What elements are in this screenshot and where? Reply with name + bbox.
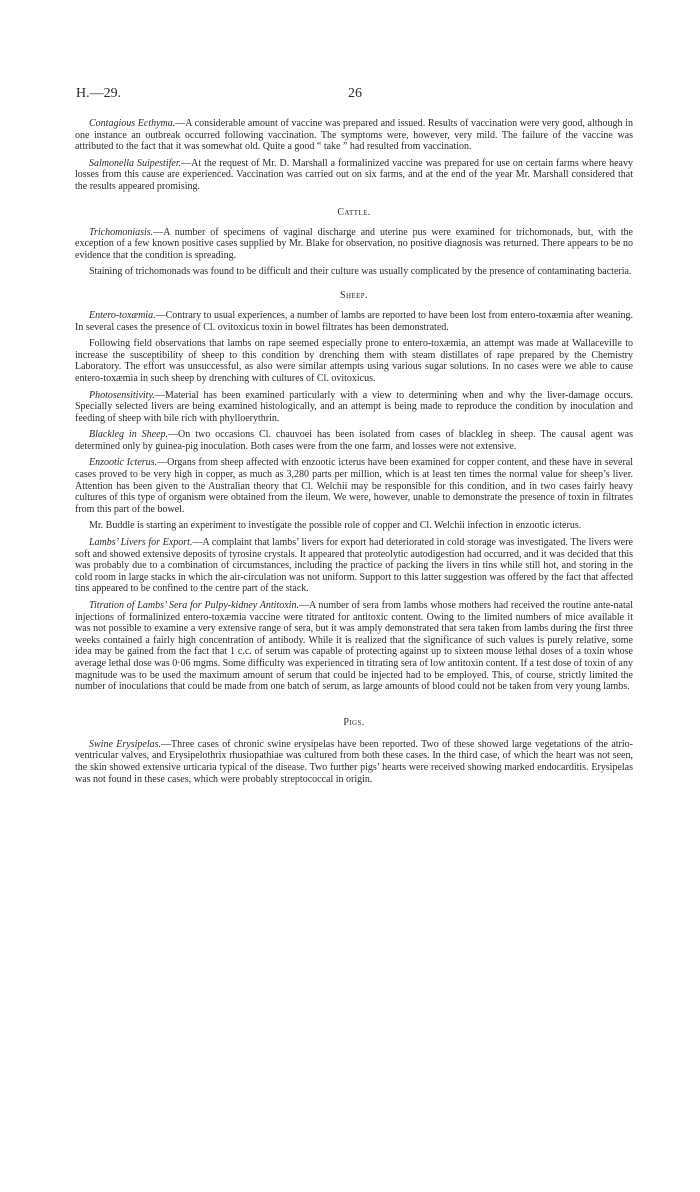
paragraph-text: —Three cases of chronic swine erysipelas have been reported. Two of these showed large vegetations of the atrio-ventricular valves, and Erysipelothrix rhusiopathiae was cultured from both these cases. In the third case, of which the heart was not seen, the skin showed extensive urticaria typical of the disease. Two further pigs’ hearts were received showing marked endocarditis. Erysipelas was not found in these cases, which were probably streptococcal in origin. xyxy=(75,738,633,785)
paragraph-enzootic-icterus xyxy=(75,457,633,515)
paragraph-trichomonad-staining xyxy=(75,266,633,278)
paragraph-heading: Entero-toxæmia. xyxy=(89,309,156,321)
paragraph-heading: Lambs’ Livers for Export. xyxy=(89,537,193,549)
paragraph-heading: Swine Erysipelas. xyxy=(89,738,162,750)
paragraph-text: —A considerable amount of vaccine was prepared and issued. Results of vaccination were very good, although in one instance an outbreak occurred following vaccination. The symptoms were, however, very mild. The failure of the vaccine was attributed to the fact that it was somewhat old. Quite a good “ take ” had resulted from vaccination. xyxy=(75,118,633,153)
page-header xyxy=(76,86,632,102)
paragraph-heading: Blackleg in Sheep. xyxy=(89,429,169,441)
paragraph-text: —Organs from sheep affected with enzootic icterus have been examined for copper content, and these have in several cases proved to be very high in copper, as much as 3,280 parts per million, which is at least ten times the normal value for sheep’s liver. Attention has been given to the Australian theory that Cl. Welchii may be responsible for this condition, and in two cases fairly heavy cultures of this type of organism were obtained from the ileum. We were, however, unable to demonstrate the presence of toxin in filtrates from this part of the bowel. xyxy=(75,457,634,515)
paragraph-heading: Titration of Lambs’ Sera for Pulpy-kidney Antitoxin. xyxy=(89,600,299,611)
paragraph-buddle-experiment xyxy=(75,520,633,532)
paragraph-heading: Contagious Ecthyma. xyxy=(89,118,176,129)
paragraph-photosensitivity xyxy=(75,390,633,425)
paragraph-text: —At the request of Mr. D. Marshall a formalinized vaccine was prepared for use on certain farms where heavy losses from this cause are experienced. Vaccination was carried out on six farms, and at the end of the year Mr. Marshall considered that the results appeared promising. xyxy=(75,157,633,192)
paragraph-swine-erysipelas xyxy=(75,739,633,785)
paragraph-serum-titration xyxy=(75,600,633,693)
paragraph-text: Staining of trichomonads was found to be difficult and their culture was usually complicated by the presence of contaminating bacteria. xyxy=(89,266,632,278)
paragraph-text: —A complaint that lambs’ livers for export had deteriorated in cold storage was investigated. The livers were soft and showed extensive deposits of tyrosine crystals. It appeared that proteolytic autodigestion had occurred, and it was decided that this was probably due to a combination of circumstances, including the practice of packing the livers in tins while still hot, and storing in the cold room in large stacks in which the air-circulation was not uniform. Support to this latter suggestion was offered by the fact that affected tins appeared to be confined to the centre part of the stack. xyxy=(75,537,633,595)
paragraph-text: Following field observations that lambs on rape seemed especially prone to entero-toxæmia, an attempt was made at Wallaceville to increase the susceptibility of sheep to this condition by drenching them with steam distillates of rape prepared by the Chemistry Laboratory. The effort was unsuccessful, as also were similar attempts using various sugar solutions. In no cases were we able to cause entero-toxæmia in such sheep by drenching with cultures of Cl. ovitoxicus. xyxy=(75,338,633,384)
page-number: 26 xyxy=(348,86,362,101)
paragraph-trichomoniasis xyxy=(75,227,633,262)
paragraph-text: —A number of specimens of vaginal discharge and uterine pus were examined for trichomonads, but, with the exception of a few known positive cases supplied by Mr. Blake for observation, no positive diagnosis was returned. There appears to be no evidence that the condition is spreading. xyxy=(75,226,633,261)
paragraph-text: —Contrary to usual experiences, a number of lambs are reported to have been lost from entero-toxæmia after weaning. In several cases the presence of Cl. ovitoxicus toxin in bowel filtrates has been demonstrated. xyxy=(75,309,633,333)
paragraph-text: —Material has been examined particularly with a view to determining when and why the liver-damage occurs. Specially selected livers are being examined histologically, and an attempt is being made to reproduce the condition by inoculation and feeding of sheep with bile rich with phylloerythrin. xyxy=(75,389,633,424)
paragraph-text: —On two occasions Cl. chauvoei has been isolated from cases of blackleg in sheep. The causal agent was determined only by guinea-pig inoculation. Both cases were from the one farm, and losses were not extensive. xyxy=(75,429,634,452)
paragraph-text: —A number of sera from lambs whose mothers had received the routine ante-natal injections of formalinized entero-toxæmia vaccine were titrated for antitoxic content. Owing to the limited numbers of mice available it was not possible to examine a very extensive range of sera, but it was amply demonstrated that sera taken from lambs during the first three weeks contained a fairly high concentration of antibody. While it is realized that the significance of such values is purely relative, some idea may be gained from the fact that 1 c.c. of serum was capable of protecting against up to sixteen mouse lethal doses of a toxin whose average lethal dose was 0·06 mgms. Some difficulty was experienced in titrating sera of low antitoxin content. If a test dose of toxin of any magnitude was to be used the maximum amount of serum that could be injected had to be employed. This, of course, strictly limited the number of inoculations that could be made from one batch of serum, as large amounts of blood could not be taken from very young lambs. xyxy=(75,600,633,693)
paragraph-blackleg xyxy=(75,429,633,452)
document-reference: H.—29. xyxy=(76,86,122,101)
paragraph-rape-experiment xyxy=(75,338,633,384)
section-title-pigs: Pigs. xyxy=(343,716,365,728)
paragraph-text: Mr. Buddle is starting an experiment to investigate the possible role of copper and Cl. Welchii infection in enzootic icterus. xyxy=(89,520,582,532)
paragraph-heading: Photosensitivity. xyxy=(89,389,155,401)
paragraph-heading: Trichomoniasis. xyxy=(89,226,154,238)
paragraph-lambs-livers xyxy=(75,537,633,595)
paragraph-heading: Salmonella Suipestifer. xyxy=(89,157,182,169)
paragraph-entero-toxaemia xyxy=(75,310,633,333)
paragraph-contagious-ecthyma xyxy=(75,118,633,153)
paragraph-heading: Enzootic Icterus. xyxy=(89,457,158,469)
section-title-cattle: Cattle. xyxy=(337,206,371,218)
paragraph-salmonella xyxy=(75,158,633,193)
page-body xyxy=(75,118,633,790)
section-title-sheep: Sheep. xyxy=(340,289,368,301)
